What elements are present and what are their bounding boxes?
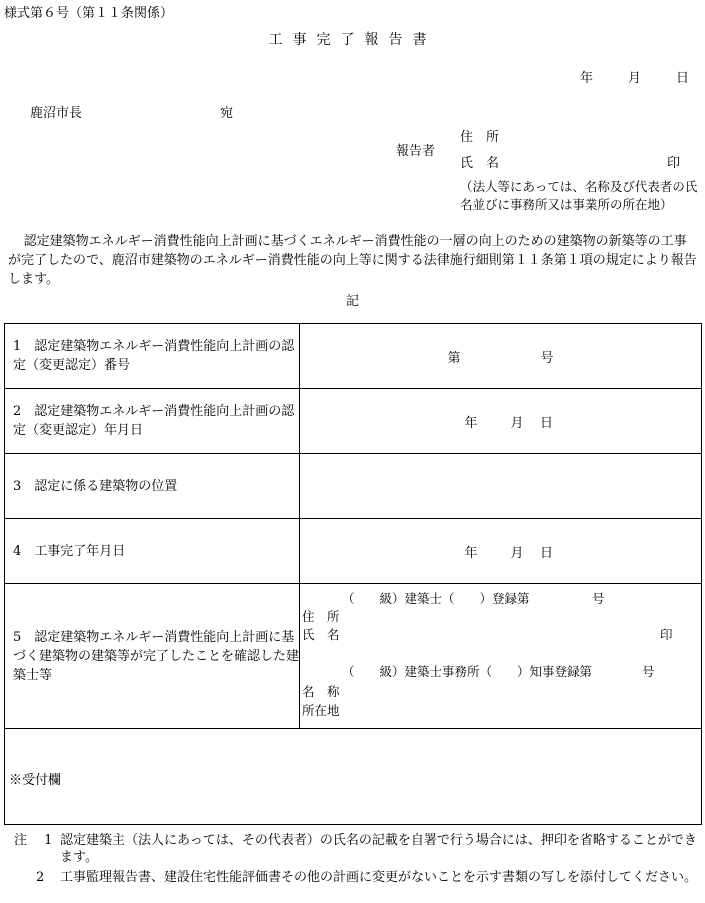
row3-label: 3 認定に係る建築物の位置 (13, 478, 178, 494)
architect-line: （ 級）建築士（ ）登録第 号 (342, 591, 605, 606)
note-text: 認定建築主（法人にあっては、その代表者）の氏名の記載を自署で行う場合には、押印を省略することができます。 (60, 833, 697, 865)
certification-number-cell (300, 324, 702, 389)
note-number: 2 (36, 870, 45, 885)
building-location-cell (300, 454, 702, 519)
row1-label: 1 認定建築物エネルギー消費性能向上計画の認定（変更認定）番号 (13, 339, 295, 373)
footnote-item (14, 832, 704, 866)
table-row (5, 519, 702, 584)
date-year: 年 (464, 545, 478, 561)
office-name-label: 名 称 (302, 684, 340, 699)
table-row (5, 584, 702, 729)
completion-date-cell (300, 519, 702, 584)
reporter-name-label: 氏 名 (460, 156, 500, 171)
architect-name-label: 氏 名 (302, 627, 340, 642)
table-row (5, 324, 702, 389)
note-text: 工事監理報告書、建設住宅性能評価書その他の計画に変更がないことを示す書類の写しを添付してください。 (60, 870, 698, 885)
office-location-label: 所在地 (302, 703, 340, 718)
form-id: 様式第６号（第１１条関係） (4, 6, 174, 21)
date-day: 日 (539, 415, 553, 431)
number-prefix: 第 (447, 350, 461, 366)
date-month: 月 (628, 71, 642, 86)
addressee-name: 鹿沼市長 (30, 106, 83, 121)
addressee-suffix: 宛 (220, 106, 234, 121)
document-title: 工事完了報告書 (268, 32, 437, 48)
addressee (30, 102, 234, 121)
certification-date-cell (300, 389, 702, 454)
table-row (5, 454, 702, 519)
report-table (4, 323, 702, 825)
office-line: （ 級）建築士事務所（ ）知事登録第 号 (342, 664, 655, 679)
report-date (580, 67, 689, 86)
row2-label: 2 認定建築物エネルギー消費性能向上計画の認定（変更認定）年月日 (13, 404, 295, 438)
row5-label: 5 認定建築物エネルギー消費性能向上計画に基づく建築物の建築等が完了したことを確認した建築士等 (13, 629, 300, 683)
reporter-label: 報告者 (396, 144, 436, 159)
date-year: 年 (464, 415, 478, 431)
note-number: 1 (44, 833, 53, 848)
date-day: 日 (676, 71, 690, 86)
architect-address-label: 住 所 (302, 609, 340, 624)
footnote-item (14, 869, 704, 886)
reporter-note: （法人等にあっては、名称及び代表者の氏名並びに事務所又は事業所の所在地） (460, 179, 698, 212)
date-month: 月 (510, 415, 524, 431)
date-month: 月 (510, 545, 524, 561)
reception-label: ※受付欄 (9, 772, 62, 788)
reception-cell (5, 729, 702, 825)
notes-prefix: 注 (14, 833, 28, 848)
footnotes (14, 832, 704, 886)
number-suffix: 号 (540, 350, 554, 366)
row4-label: 4 工事完了年月日 (13, 543, 126, 559)
table-row (5, 729, 702, 825)
table-row (5, 389, 702, 454)
architect-seal: 印 (660, 627, 673, 642)
architect-cell (300, 584, 702, 729)
reporter-address-label: 住 所 (460, 130, 500, 145)
report-body-text: 認定建築物エネルギー消費性能向上計画に基づくエネルギー消費性能の一層の向上のための建築物の新築等の工事が完了したので、鹿沼市建築物のエネルギー消費性能の向上等に関する法律施行細則第１１条第１項の規定により報告します。 (8, 234, 697, 287)
reporter-seal: 印 (667, 156, 681, 171)
ki-label: 記 (345, 294, 359, 309)
date-year: 年 (580, 71, 594, 86)
date-day: 日 (539, 545, 553, 561)
